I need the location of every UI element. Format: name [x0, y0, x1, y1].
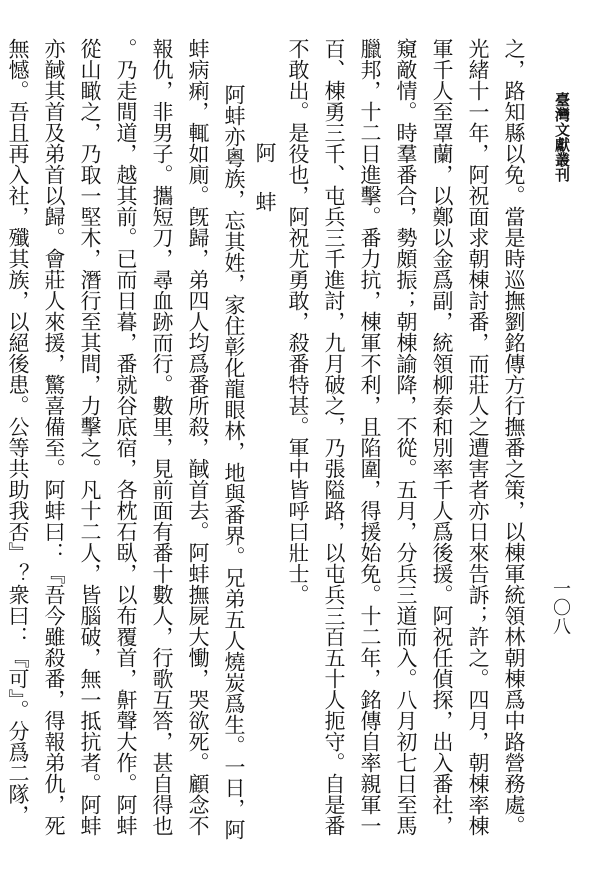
- text-column: 蚌病痢，輒如廁。旣歸，弟四人均爲番所殺，馘首去。阿蚌撫屍大慟，哭欲死。顧念不: [186, 38, 210, 836]
- section-heading: 阿蚌: [253, 142, 277, 240]
- text-column: 臘邦，十二日進擊。番力抗，棟軍不利，且陷圍，得援始免。十二年，銘傳自率親軍一: [358, 38, 382, 836]
- text-column: 不敢出。是役也，阿祝尤勇敢，殺番特甚。軍中皆呼曰壯士。: [286, 38, 310, 605]
- text-column: 百、棟勇三千、屯兵三千進討，九月破之，乃張隘路，以屯兵三百五十人扼守。自是番: [322, 38, 346, 836]
- series-title: 臺灣文獻叢刊: [553, 92, 571, 182]
- page-number: 一〇八: [550, 579, 571, 636]
- text-column: 阿蚌亦粵族，忘其姓，家住彰化龍眼林，地與番界。兄弟五人燒炭爲生。一日，阿: [222, 84, 246, 840]
- text-column: 之，路知縣以免。當是時巡撫劉銘傳方行撫番之策，以棟軍統領林朝棟爲中路營務處。: [502, 38, 526, 836]
- text-column: 報仇，非男子。攜短刀，尋血跡而行。數里，見前面有番十數人，行歌互答，甚自得也: [150, 38, 174, 836]
- text-column: 軍千人至罩蘭，以鄭以金爲副，統領柳泰和別率千人爲後援。阿祝任偵探，出入番社，: [430, 38, 454, 836]
- text-column: 。乃走間道，越其前。已而日暮，番就谷底宿，各枕石臥，以布覆首，鼾聲大作。阿蚌: [114, 38, 138, 836]
- text-column: 窺敵情。時羣番合，勢頗振；朝棟諭降，不從。五月，分兵三道而入。八月初七日至馬: [394, 38, 418, 836]
- text-column: 從山瞰之，乃取一堅木，潛行至其間，力擊之。凡十二人，皆腦破，無一抵抗者。阿蚌: [78, 38, 102, 836]
- text-column: 無憾。吾且再入社，殲其族，以絕後患。公等共助我否』？衆曰：『可』。分爲二隊，: [6, 38, 30, 826]
- text-column: 光緒十一年，阿祝面求朝棟討番，而莊人之遭害者亦日來告訴；許之。四月，朝棟率棟: [466, 38, 490, 836]
- text-column: 亦馘其首及弟首以歸。會莊人來援，驚喜備至。阿蚌曰：『吾今雖殺番，得報弟仇，死: [42, 38, 66, 836]
